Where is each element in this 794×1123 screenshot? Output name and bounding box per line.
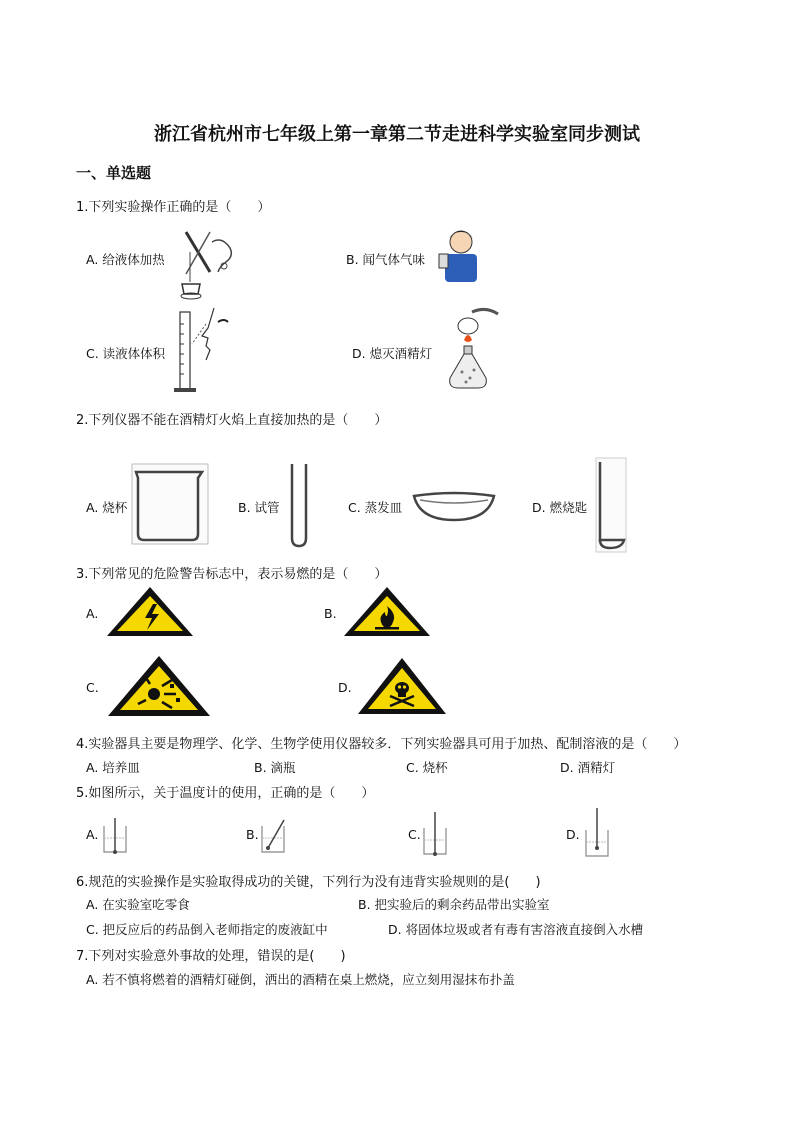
q7-option-a: A. 若不慎将燃着的酒精灯碰倒，洒出的酒精在桌上燃烧，应立刻用湿抹布扑盖	[86, 972, 515, 987]
question-2-stem: 2.下列仪器不能在酒精灯火焰上直接加热的是（ ）	[76, 413, 388, 428]
q5-option-b: B.	[246, 827, 259, 842]
smelling-gas-image	[437, 224, 477, 284]
q5-option-a: A.	[86, 827, 99, 842]
q6-option-c: C. 把反应后的药品倒入老师指定的废液缸中	[86, 922, 328, 937]
q3-option-c: C.	[86, 680, 99, 695]
thermometer-d-image	[584, 808, 610, 860]
q2-option-b: B. 试管	[238, 500, 280, 515]
thermometer-c-image	[422, 812, 448, 858]
q1-option-d: D. 熄灭酒精灯	[352, 346, 433, 361]
combustion-spoon-image	[596, 458, 626, 552]
q2-option-d: D. 燃烧匙	[532, 500, 588, 515]
q3-option-a: A.	[86, 606, 99, 621]
electric-shock-sign-icon	[105, 584, 195, 638]
reading-volume-image	[174, 304, 234, 394]
explosive-sign-icon	[106, 654, 212, 718]
q1-option-a: A. 给液体加热	[86, 252, 165, 267]
question-7-stem: 7.下列对实验意外事故的处理，错误的是( )	[76, 949, 346, 964]
q6-option-d: D. 将固体垃圾或者有毒有害溶液直接倒入水槽	[388, 922, 644, 937]
toxic-sign-icon	[356, 656, 448, 716]
flammable-sign-icon	[342, 584, 432, 638]
q1-option-c: C. 读液体体积	[86, 346, 166, 361]
q6-option-b: B. 把实验后的剩余药品带出实验室	[358, 897, 550, 912]
document-title: 浙江省杭州市七年级上第一章第二节走进科学实验室同步测试	[154, 124, 640, 145]
q5-option-c: C.	[408, 827, 421, 842]
question-4-stem: 4.实验器具主要是物理学、化学、生物学使用仪器较多．下列实验器具可用于加热、配制溶液的是（ ）	[76, 737, 687, 752]
q3-option-d: D.	[338, 680, 352, 695]
evaporating-dish-image	[412, 488, 496, 524]
q4-option-d: D. 酒精灯	[560, 760, 616, 775]
q1-option-b: B. 闻气体气味	[346, 252, 426, 267]
thermometer-a-image	[102, 816, 128, 856]
question-6-stem: 6.规范的实验操作是实验取得成功的关键，下列行为没有违背实验规则的是( )	[76, 875, 541, 890]
question-5-stem: 5.如图所示，关于温度计的使用，正确的是（ ）	[76, 786, 375, 801]
extinguishing-lamp-image	[444, 306, 500, 396]
q4-option-b: B. 滴瓶	[254, 760, 296, 775]
question-1-stem: 1.下列实验操作正确的是（ ）	[76, 200, 271, 215]
test-tube-image	[288, 462, 310, 550]
q6-option-a: A. 在实验室吃零食	[86, 897, 190, 912]
q3-option-b: B.	[324, 606, 337, 621]
thermometer-b-image	[260, 816, 286, 856]
section-heading: 一、单选题	[76, 164, 152, 182]
question-3-stem: 3.下列常见的危险警告标志中，表示易燃的是（ ）	[76, 567, 388, 582]
q4-option-c: C. 烧杯	[406, 760, 448, 775]
q2-option-c: C. 蒸发皿	[348, 500, 403, 515]
heating-liquid-image	[172, 222, 242, 302]
q5-option-d: D.	[566, 827, 580, 842]
q2-option-a: A. 烧杯	[86, 500, 128, 515]
q4-option-a: A. 培养皿	[86, 760, 140, 775]
beaker-image	[132, 464, 208, 544]
